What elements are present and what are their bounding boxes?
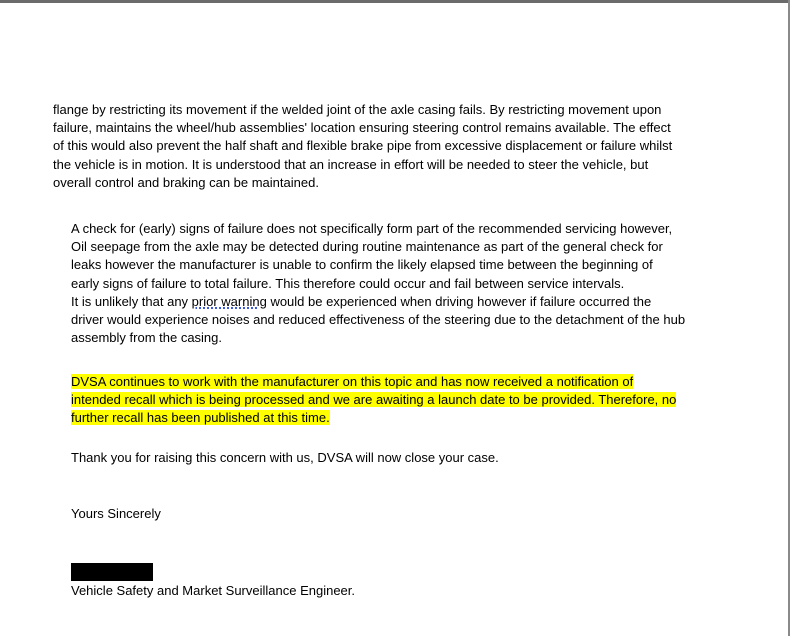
paragraph-failure-check (71, 220, 751, 347)
paragraph-line (71, 391, 751, 409)
paragraph-recall-status-highlighted (71, 373, 751, 428)
paragraph-closing: Thank you for raising this concern with us, DVSA will now close your case. (71, 450, 499, 465)
paragraph-line (71, 293, 751, 311)
paragraph-line: Oil seepage from the axle may be detected during routine maintenance as part of the general check for (71, 239, 663, 255)
paragraph-line: of this would also prevent the half shaft and flexible brake pipe from excessive displacement or failure whilst (53, 138, 673, 154)
text-segment: would be experienced when driving however if failure occurred the (266, 293, 652, 309)
paragraph-line: failure, maintains the wheel/hub assemblies' location ensuring steering control remains available. The effect (53, 120, 671, 136)
highlighted-text: intended recall which is being processed and we are awaiting a launch date to be provided. Therefore, no (71, 392, 677, 408)
paragraph-line: driver would experience noises and reduced effectiveness of the steering due to the detachment of the hub (71, 312, 686, 328)
paragraph-line: leaks however the manufacturer is unable to confirm the likely elapsed time between the beginning of (71, 257, 653, 273)
paragraph-line: A check for (early) signs of failure does not specifically form part of the recommended servicing however, (71, 221, 673, 236)
paragraph-line: the vehicle is in motion. It is understood that an increase in effort will be needed to steer the vehicle, but (53, 156, 649, 172)
grammar-flagged-text[interactable]: prior warning (191, 293, 267, 309)
paragraph-line (71, 409, 751, 427)
paragraph-line: early signs of failure to total failure. This therefore could occur and fail between service intervals. (71, 275, 625, 291)
paragraph-line: flange by restricting its movement if the welded joint of the axle casing fails. By restricting movement upon (53, 102, 662, 117)
paragraph-line (71, 373, 751, 391)
paragraph-line: overall control and braking can be maintained. (53, 174, 319, 190)
paragraph-line: assembly from the casing. (71, 330, 223, 346)
sign-off: Yours Sincerely (71, 506, 161, 521)
redacted-signature-name (71, 563, 153, 581)
highlighted-text: further recall has been published at this time. (71, 410, 330, 426)
paragraph-failure-effects (53, 101, 733, 192)
text-segment: It is unlikely that any (71, 293, 192, 309)
highlighted-text: DVSA continues to work with the manufacturer on this topic and has now received a notification of (71, 374, 634, 389)
signature-title: Vehicle Safety and Market Surveillance Engineer. (71, 583, 356, 598)
